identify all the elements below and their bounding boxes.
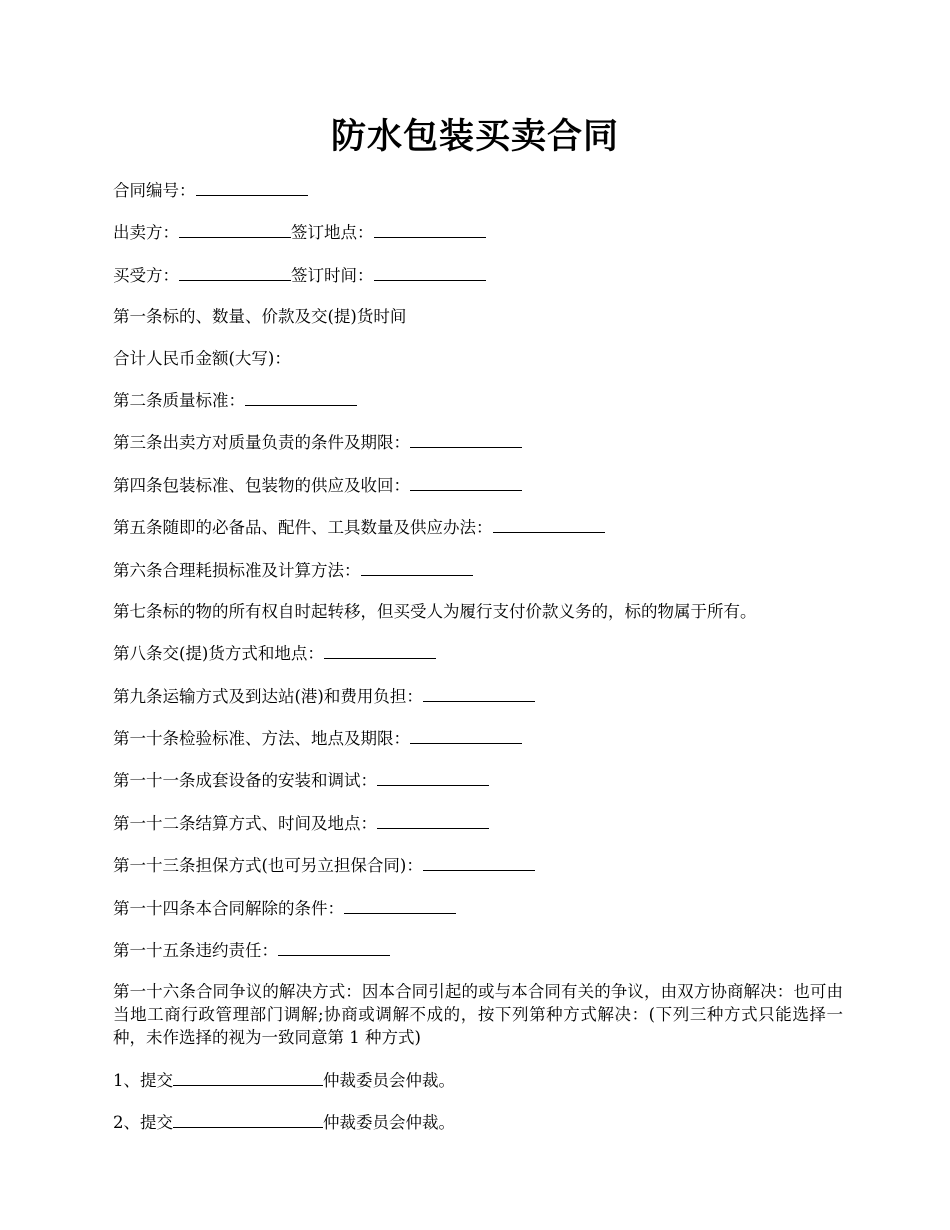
article-12-text: 第一十二条结算方式、时间及地点： bbox=[113, 813, 377, 833]
option-2-suffix: 仲裁委员会仲裁。 bbox=[323, 1113, 455, 1133]
article-13 bbox=[113, 853, 843, 877]
buyer-blank bbox=[179, 263, 291, 281]
article-6-blank bbox=[361, 558, 473, 576]
article-10 bbox=[113, 726, 843, 750]
article-13-text: 第一十三条担保方式(也可另立担保合同)： bbox=[113, 856, 423, 876]
article-8-blank bbox=[324, 641, 436, 659]
article-6 bbox=[113, 558, 843, 582]
option-2-prefix: 2、提交 bbox=[113, 1113, 173, 1133]
article-12 bbox=[113, 811, 843, 835]
seller-line bbox=[113, 220, 843, 244]
article-8-text: 第八条交(提)货方式和地点： bbox=[113, 644, 324, 664]
article-9 bbox=[113, 684, 843, 708]
contract-number-line bbox=[113, 178, 843, 202]
article-3-text: 第三条出卖方对质量负责的条件及期限： bbox=[113, 433, 410, 453]
article-9-text: 第九条运输方式及到达站(港)和费用负担： bbox=[113, 686, 423, 706]
sign-time-label: 签订时间： bbox=[291, 265, 374, 285]
article-11 bbox=[113, 768, 843, 792]
article-2 bbox=[113, 388, 843, 412]
article-2-blank bbox=[245, 388, 357, 406]
article-10-blank bbox=[410, 726, 522, 744]
article-14 bbox=[113, 896, 843, 920]
article-9-blank bbox=[423, 684, 535, 702]
arbitration-option-1 bbox=[113, 1068, 843, 1092]
article-15-text: 第一十五条违约责任： bbox=[113, 941, 278, 961]
option-2-blank bbox=[173, 1110, 323, 1128]
sign-place-blank bbox=[374, 220, 486, 238]
total-amount-line: 合计人民币金额(大写)： bbox=[113, 348, 291, 368]
article-15-blank bbox=[278, 938, 390, 956]
contract-number-blank bbox=[196, 178, 308, 196]
article-8 bbox=[113, 641, 843, 665]
seller-label: 出卖方： bbox=[113, 223, 179, 243]
article-5-blank bbox=[493, 515, 605, 533]
option-1-suffix: 仲裁委员会仲裁。 bbox=[323, 1070, 455, 1090]
article-15 bbox=[113, 938, 843, 962]
article-4-text: 第四条包装标准、包装物的供应及收回： bbox=[113, 475, 410, 495]
sign-place-label: 签订地点： bbox=[291, 223, 374, 243]
article-13-blank bbox=[423, 853, 535, 871]
seller-blank bbox=[179, 220, 291, 238]
article-2-text: 第二条质量标准： bbox=[113, 390, 245, 410]
contract-number-label: 合同编号： bbox=[113, 181, 196, 200]
buyer-line bbox=[113, 263, 843, 287]
document-title: 防水包装买卖合同 bbox=[330, 116, 619, 157]
arbitration-option-2 bbox=[113, 1110, 843, 1134]
article-6-text: 第六条合理耗损标准及计算方法： bbox=[113, 560, 361, 580]
article-14-text: 第一十四条本合同解除的条件： bbox=[113, 898, 344, 918]
article-10-text: 第一十条检验标准、方法、地点及期限： bbox=[113, 729, 410, 749]
sign-time-blank bbox=[374, 263, 486, 281]
option-1-blank bbox=[173, 1068, 323, 1086]
article-16: 第一十六条合同争议的解决方式：因本合同引起的或与本合同有关的争议，由双方协商解决：也可由当地工商行政管理部门调解;协商或调解不成的，按下列第种方式解决：(下列三种方式只能选择一种，未作选择的视为一致同意第 1 种方式) bbox=[113, 982, 843, 1048]
option-1-prefix: 1、提交 bbox=[113, 1070, 173, 1090]
article-4-blank bbox=[410, 473, 522, 491]
article-5-text: 第五条随即的必备品、配件、工具数量及供应办法： bbox=[113, 518, 493, 538]
article-5 bbox=[113, 515, 843, 539]
article-12-blank bbox=[377, 811, 489, 829]
article-14-blank bbox=[344, 896, 456, 914]
article-3 bbox=[113, 430, 843, 454]
article-4 bbox=[113, 473, 843, 497]
article-1: 第一条标的、数量、价款及交(提)货时间 bbox=[113, 307, 407, 327]
buyer-label: 买受方： bbox=[113, 265, 179, 285]
article-11-text: 第一十一条成套设备的安装和调试： bbox=[113, 771, 377, 791]
document-body bbox=[113, 178, 843, 1153]
article-11-blank bbox=[377, 768, 489, 786]
article-7: 第七条标的物的所有权自时起转移，但买受人为履行支付价款义务的，标的物属于所有。 bbox=[113, 601, 757, 621]
article-3-blank bbox=[410, 430, 522, 448]
